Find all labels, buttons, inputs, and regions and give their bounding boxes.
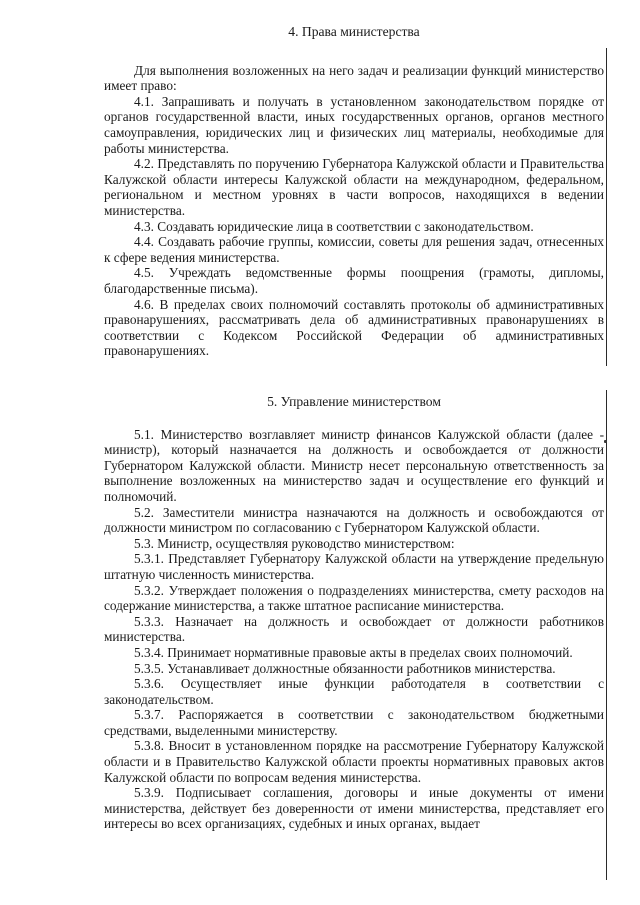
scan-edge-line-bottom <box>606 390 607 880</box>
clause-5-3: 5.3. Министр, осуществляя руководство министерством: <box>134 535 455 551</box>
section-4-title: 4. Права министерства <box>288 24 420 39</box>
clause-4-1: 4.1. Запрашивать и получать в установленном законодательством порядке от органов государственной власти, иных государственных органов, органов местного самоуправления, юридических лиц и физических лиц материалы, необходимые для работы министерства. <box>104 93 604 156</box>
clause-5-3-1: 5.3.1. Представляет Губернатору Калужской области на утверждение предельную штатную численность министерства. <box>104 551 604 582</box>
clause-5-3-5: 5.3.5. Устанавливает должностные обязанности работников министерства. <box>134 660 556 676</box>
scan-speck <box>604 440 607 443</box>
clause-5-3-4: 5.3.4. Принимает нормативные правовые акты в пределах своих полномочий. <box>134 644 573 660</box>
scan-edge-line-top <box>606 48 607 366</box>
clause-4-4: 4.4. Создавать рабочие группы, комиссии, советы для решения задач, отнесенных к сфере ведения министерства. <box>104 234 604 265</box>
clause-5-3-8: 5.3.8. Вносит в установленном порядке на рассмотрение Губернатору Калужской области и в Правительство Калужской области проекты нормативных правовых актов Калужской области по вопросам ведения министерства. <box>104 738 604 785</box>
clause-4-5: 4.5. Учреждать ведомственные формы поощрения (грамоты, дипломы, благодарственные письма). <box>104 265 604 296</box>
section-4 <box>104 24 604 359</box>
clause-4-2: 4.2. Представлять по поручению Губернатора Калужской области и Правительства Калужской области интересы Калужской области на международном, федеральном, региональном и местном уровнях в части вопросов, находящихся в ведении министерства. <box>104 156 604 218</box>
clause-4-3: 4.3. Создавать юридические лица в соответствии с законодательством. <box>134 218 534 234</box>
clause-5-3-2: 5.3.2. Утверждает положения о подразделениях министерства, смету расходов на содержание министерства, а также штатное расписание министерства. <box>104 582 604 614</box>
clause-5-3-6: 5.3.6. Осуществляет иные функции работодателя в соответствии с законодательством. <box>104 676 604 707</box>
clause-5-1: 5.1. Министерство возглавляет министр финансов Калужской области (далее - министр), который назначается на должность и освобождается от должности Губернатором Калужской области. Министр несет персональную ответственность за выполнение возложенных на министерство задач и осуществление его функций и полномочий. <box>104 426 604 504</box>
clause-5-3-7: 5.3.7. Распоряжается в соответствии с законодательством бюджетными средствами, выделенными министерству. <box>104 707 604 738</box>
section-5 <box>104 394 604 832</box>
section-4-intro: Для выполнения возложенных на него задач и реализации функций министерство имеет право: <box>104 62 604 94</box>
clause-5-2: 5.2. Заместители министра назначаются на должность и освобождаются от должности министром по согласованию с Губернатором Калужской области. <box>104 504 604 536</box>
clause-4-6: 4.6. В пределах своих полномочий составлять протоколы об административных правонарушениях, рассматривать дела об административных правонарушениях в соответствии с Кодексом Российской Федерации об административных правонарушениях. <box>104 296 604 359</box>
clause-5-3-3: 5.3.3. Назначает на должность и освобождает от должности работников министерства. <box>104 613 604 645</box>
section-5-title: 5. Управление министерством <box>267 394 441 409</box>
clause-5-3-9: 5.3.9. Подписывает соглашения, договоры и иные документы от имени министерства, действует без доверенности от имени министерства, представляет его интересы во всех организациях, судебных и иных органах, выдает <box>104 785 604 832</box>
